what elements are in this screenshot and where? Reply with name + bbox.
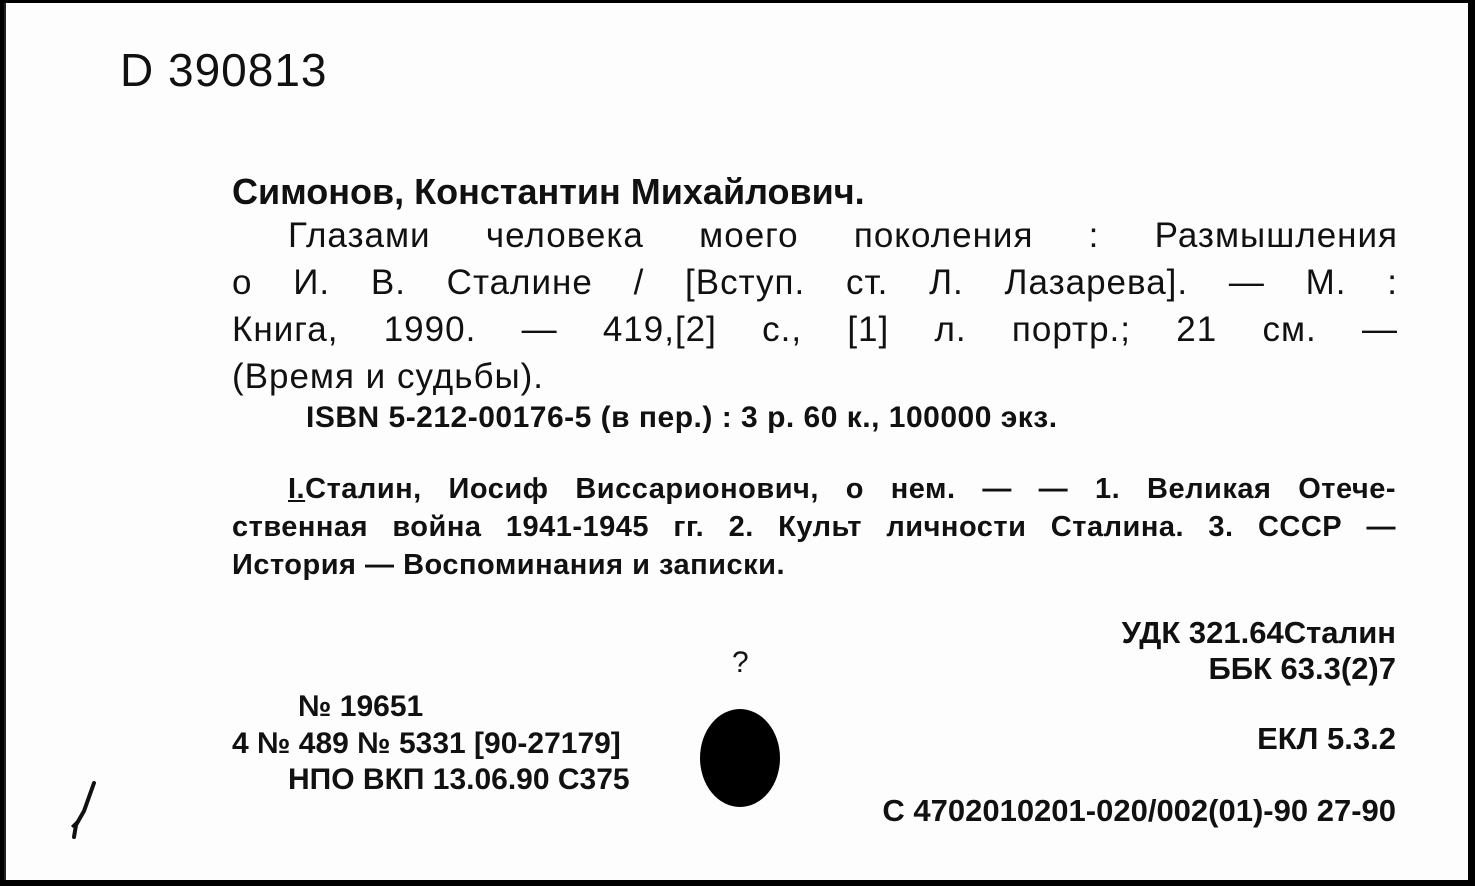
order-line-2: 4 № 489 № 5331 [90-27179] xyxy=(232,727,621,760)
title-line-3: Книга, 1990. — 419,[2] с., [1] л. портр.; 21 см. — xyxy=(232,310,1398,349)
ink-blot-mark xyxy=(700,709,780,807)
handwritten-question-mark: ? xyxy=(732,646,749,679)
title-line-1: Глазами человека моего поколения : Размышления xyxy=(288,216,1398,255)
order-number: № 19651 xyxy=(298,690,424,723)
udk-code: УДК 321.64Сталин xyxy=(1121,615,1396,650)
title-line-4: (Время и судьбы). xyxy=(232,357,545,396)
catalog-card xyxy=(4,3,1468,880)
title-line-2: о И. В. Сталине / [Вступ. ст. Л. Лазарева]. — М. : xyxy=(232,263,1398,302)
author-heading: Симонов, Константин Михайлович. xyxy=(232,171,865,212)
order-line-3: НПО ВКП 13.06.90 С375 xyxy=(288,763,630,796)
ekl-code: ЕКЛ 5.3.2 xyxy=(1257,721,1396,756)
pen-stroke-mark xyxy=(68,781,98,846)
call-number: D 390813 xyxy=(120,44,328,96)
subject-line-2: ственная война 1941-1945 гг. 2. Культ личности Сталина. 3. СССР — xyxy=(232,511,1396,543)
subject-prefix: I. xyxy=(288,473,306,505)
catalog-code: С 4702010201-020/002(01)-90 27-90 xyxy=(882,793,1396,828)
subject-line-1 xyxy=(288,473,1396,506)
subject-text-1: Сталин, Иосиф Виссарионович, о нем. — — 1. Великая Отече- xyxy=(305,473,1396,505)
isbn-line: ISBN 5-212-00176-5 (в пер.) : 3 р. 60 к., 100000 экз. xyxy=(306,401,1058,434)
subject-line-3: История — Воспоминания и записки. xyxy=(232,549,785,581)
bbk-code: ББК 63.3(2)7 xyxy=(1208,651,1396,686)
